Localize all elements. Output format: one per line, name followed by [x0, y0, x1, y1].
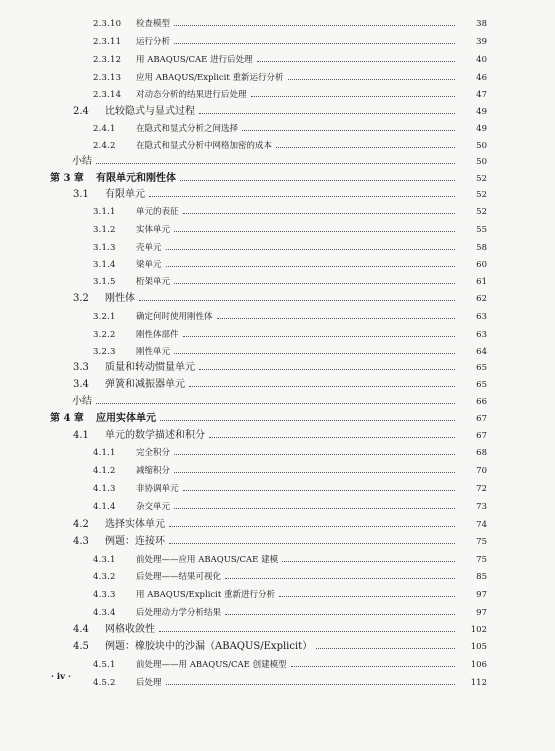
toc-entry-title: 用 ABAQUS/CAE 进行后处理	[136, 55, 253, 65]
toc-entry	[0, 84, 487, 100]
toc-entry-page: 50	[476, 157, 487, 167]
dot-leader	[225, 614, 455, 615]
toc-entry-number: 4.5.1	[93, 660, 116, 670]
dot-leader	[166, 249, 455, 250]
toc-entry	[0, 237, 487, 253]
toc-entry	[0, 67, 487, 83]
toc-entry-title: 检查模型	[136, 19, 171, 29]
toc-entry	[0, 49, 487, 65]
dot-leader	[183, 213, 455, 214]
toc-entry-page: 60	[476, 260, 487, 270]
toc-entry-page: 61	[476, 277, 487, 287]
dot-leader	[209, 437, 455, 438]
toc-entry	[0, 374, 487, 390]
toc-entry-title: 刚性体	[105, 293, 135, 304]
toc-entry-title: 后处理	[136, 678, 162, 688]
toc-entry	[0, 31, 487, 47]
toc-entry-number: 4.4	[73, 624, 89, 635]
dot-leader	[159, 631, 455, 632]
toc-entry-page: 106	[470, 660, 487, 670]
toc-entry-page: 65	[476, 363, 487, 373]
toc-entry-number: 4.3	[73, 536, 89, 547]
toc-entry-page: 72	[476, 484, 487, 494]
toc-entry-title: 单元的表征	[136, 207, 179, 217]
toc-entry-title: 前处理——应用 ABAQUS/CAE 建模	[136, 555, 279, 565]
toc-entry-number: 2.3.11	[93, 37, 122, 47]
dot-leader	[166, 266, 455, 267]
toc-entry-title: 例题：橡胶块中的沙漏（ABAQUS/Explicit）	[105, 641, 313, 652]
toc-entry	[0, 168, 487, 184]
toc-entry-number: 3.1.4	[93, 260, 116, 270]
toc-entry	[0, 584, 487, 600]
toc-entry	[0, 118, 487, 134]
toc-entry-page: 49	[476, 107, 487, 117]
dot-leader	[316, 648, 455, 649]
dot-leader	[96, 163, 455, 164]
dot-leader	[199, 113, 455, 114]
toc-entry-page: 64	[476, 347, 487, 357]
dot-leader	[174, 508, 455, 509]
toc-entry	[0, 219, 487, 235]
page-footer-number: · iv ·	[51, 672, 72, 682]
dot-leader	[169, 526, 455, 527]
toc-entry-page: 55	[476, 225, 487, 235]
toc-entry-title: 后处理——结果可视化	[136, 572, 222, 582]
toc-entry-page: 66	[476, 397, 487, 407]
toc-entry	[0, 184, 487, 200]
toc-entry	[0, 201, 487, 217]
dot-leader	[174, 231, 455, 232]
toc-entry-page: 75	[476, 555, 487, 565]
toc-entry-title: 完全积分	[136, 448, 171, 458]
toc-entry-title: 小结	[72, 156, 92, 167]
toc-entry-title: 刚性单元	[136, 347, 171, 357]
toc-entry-page: 46	[476, 73, 487, 83]
toc-entry-number: 2.4.2	[93, 141, 116, 151]
toc-entry-title: 壳单元	[136, 243, 162, 253]
toc-entry-page: 75	[476, 537, 487, 547]
toc-entry-page: 97	[476, 590, 487, 600]
toc-entry	[0, 496, 487, 512]
toc-entry-title: 小结	[72, 396, 92, 407]
dot-leader	[279, 596, 455, 597]
toc-entry-title: 在隐式和显式分析中网格加密的成本	[136, 141, 273, 151]
toc-entry-number: 3.1.1	[93, 207, 116, 217]
toc-entry	[0, 288, 487, 304]
toc-entry-page: 112	[470, 678, 487, 688]
toc-entry-page: 102	[470, 625, 487, 635]
toc-entry	[0, 425, 487, 441]
toc-entry-title: 应用实体单元	[96, 413, 156, 424]
toc-entry-title: 减缩积分	[136, 466, 171, 476]
toc-entry-title: 有限单元	[105, 189, 145, 200]
toc-entry	[0, 13, 487, 29]
toc-entry	[0, 636, 487, 652]
toc-entry	[0, 357, 487, 373]
toc-entry-page: 52	[476, 190, 487, 200]
toc-entry	[0, 549, 487, 565]
toc-entry-title: 对动态分析的结果进行后处理	[136, 90, 247, 100]
toc-entry-title: 例题：连接环	[105, 536, 165, 547]
toc-entry-number: 4.3.2	[93, 572, 116, 582]
toc-entry-title: 单元的数学描述和积分	[105, 430, 205, 441]
toc-entry	[0, 135, 487, 151]
dot-leader	[189, 386, 455, 387]
toc-entry-title: 质量和转动惯量单元	[105, 362, 195, 373]
dot-leader	[242, 130, 455, 131]
toc-entry-title: 前处理——用 ABAQUS/CAE 创建模型	[136, 660, 287, 670]
toc-entry	[0, 101, 487, 117]
toc-entry-number: 第 3 章	[50, 173, 84, 184]
toc-entry-number: 第 4 章	[50, 413, 84, 424]
toc-entry-page: 58	[476, 243, 487, 253]
toc-entry-title: 后处理动力学分析结果	[136, 608, 222, 618]
toc-entry-title: 网格收敛性	[105, 624, 155, 635]
toc-entry-number: 4.3.1	[93, 555, 116, 565]
toc-entry-number: 3.1	[73, 189, 89, 200]
toc-entry-number: 3.2.3	[93, 347, 116, 357]
toc-entry	[0, 478, 487, 494]
dot-leader	[276, 147, 455, 148]
toc-entry-number: 2.3.13	[93, 73, 122, 83]
toc-entry	[0, 654, 487, 670]
toc-entry-number: 2.3.12	[93, 55, 122, 65]
dot-leader	[288, 79, 455, 80]
toc-entry-title: 选择实体单元	[105, 519, 165, 530]
toc-entry-title: 刚性体部件	[136, 330, 179, 340]
toc-entry	[0, 391, 487, 407]
dot-leader	[183, 490, 455, 491]
dot-leader	[257, 61, 455, 62]
toc-entry-number: 3.2.1	[93, 312, 116, 322]
toc-entry-page: 73	[476, 502, 487, 512]
toc-entry	[0, 672, 487, 688]
toc-entry-page: 67	[476, 414, 487, 424]
toc-entry-number: 2.4	[73, 106, 89, 117]
toc-entry	[0, 531, 487, 547]
toc-entry-title: 有限单元和刚性体	[96, 173, 176, 184]
dot-leader	[174, 472, 455, 473]
toc-entry-title: 弹簧和减振器单元	[105, 379, 185, 390]
toc-entry-number: 4.1.4	[93, 502, 116, 512]
toc-entry-title: 运行分析	[136, 37, 171, 47]
toc-entry-number: 2.3.14	[93, 90, 122, 100]
toc-entry	[0, 442, 487, 458]
dot-leader	[174, 454, 455, 455]
toc-entry	[0, 151, 487, 167]
toc-entry-number: 3.1.5	[93, 277, 116, 287]
toc-entry-title: 杂交单元	[136, 502, 171, 512]
toc-entry	[0, 271, 487, 287]
toc-entry	[0, 566, 487, 582]
toc-entry-page: 97	[476, 608, 487, 618]
toc-entry-page: 70	[476, 466, 487, 476]
toc-entry-number: 3.2.2	[93, 330, 116, 340]
toc-entry-page: 68	[476, 448, 487, 458]
dot-leader	[96, 403, 455, 404]
toc-entry-title: 应用 ABAQUS/Explicit 重新运行分析	[136, 73, 284, 83]
toc-entry	[0, 306, 487, 322]
toc-entry-page: 67	[476, 431, 487, 441]
toc-entry-title: 用 ABAQUS/Explicit 重新进行分析	[136, 590, 276, 600]
toc-entry	[0, 341, 487, 357]
toc-entry-page: 52	[476, 174, 487, 184]
toc-entry	[0, 602, 487, 618]
toc-entry-number: 4.1	[73, 430, 89, 441]
toc-entry-page: 74	[476, 520, 487, 530]
dot-leader	[160, 420, 455, 421]
toc-entry-number: 2.4.1	[93, 124, 116, 134]
dot-leader	[139, 300, 455, 301]
toc-entry-title: 在隐式和显式分析之间选择	[136, 124, 239, 134]
toc-entry-title: 桁架单元	[136, 277, 171, 287]
toc-entry-number: 4.1.1	[93, 448, 116, 458]
dot-leader	[217, 318, 455, 319]
toc-entry-title: 确定何时使用刚性体	[136, 312, 213, 322]
dot-leader	[282, 561, 455, 562]
toc-entry-number: 3.1.3	[93, 243, 116, 253]
toc-entry-number: 3.3	[73, 362, 89, 373]
toc-entry	[0, 460, 487, 476]
toc-entry-number: 4.1.2	[93, 466, 116, 476]
toc-entry-page: 63	[476, 312, 487, 322]
toc-entry-page: 63	[476, 330, 487, 340]
toc-entry-number: 4.5	[73, 641, 89, 652]
dot-leader	[225, 578, 455, 579]
toc-entry	[0, 514, 487, 530]
toc-entry-number: 3.2	[73, 293, 89, 304]
dot-leader	[199, 369, 455, 370]
toc-entry-title: 非协调单元	[136, 484, 179, 494]
dot-leader	[149, 196, 455, 197]
toc-entry-page: 52	[476, 207, 487, 217]
dot-leader	[174, 353, 455, 354]
toc-entry-page: 62	[476, 294, 487, 304]
toc-entry-page: 50	[476, 141, 487, 151]
toc-entry-number: 2.3.10	[93, 19, 122, 29]
toc-entry-number: 4.1.3	[93, 484, 116, 494]
toc-entry	[0, 619, 487, 635]
dot-leader	[169, 543, 455, 544]
toc-entry-page: 49	[476, 124, 487, 134]
toc-entry-page: 40	[476, 55, 487, 65]
dot-leader	[174, 25, 455, 26]
toc-entry-page: 85	[476, 572, 487, 582]
toc-entry-number: 4.2	[73, 519, 89, 530]
toc-entry-title: 比较隐式与显式过程	[105, 106, 195, 117]
dot-leader	[291, 666, 455, 667]
dot-leader	[174, 283, 455, 284]
toc-entry-number: 4.3.3	[93, 590, 116, 600]
toc-entry-number: 4.3.4	[93, 608, 116, 618]
dot-leader	[174, 43, 455, 44]
toc-entry-page: 38	[476, 19, 487, 29]
dot-leader	[251, 96, 455, 97]
toc-entry-number: 3.4	[73, 379, 89, 390]
dot-leader	[180, 180, 455, 181]
dot-leader	[166, 684, 455, 685]
toc-entry	[0, 254, 487, 270]
toc-entry-page: 47	[476, 90, 487, 100]
toc-entry-page: 65	[476, 380, 487, 390]
toc-entry-title: 实体单元	[136, 225, 171, 235]
toc-entry-number: 3.1.2	[93, 225, 116, 235]
toc-entry-number: 4.5.2	[93, 678, 116, 688]
toc-entry-page: 105	[470, 642, 487, 652]
toc-entry	[0, 408, 487, 424]
toc-entry	[0, 324, 487, 340]
toc-entry-title: 梁单元	[136, 260, 162, 270]
dot-leader	[183, 336, 455, 337]
toc-entry-page: 39	[476, 37, 487, 47]
